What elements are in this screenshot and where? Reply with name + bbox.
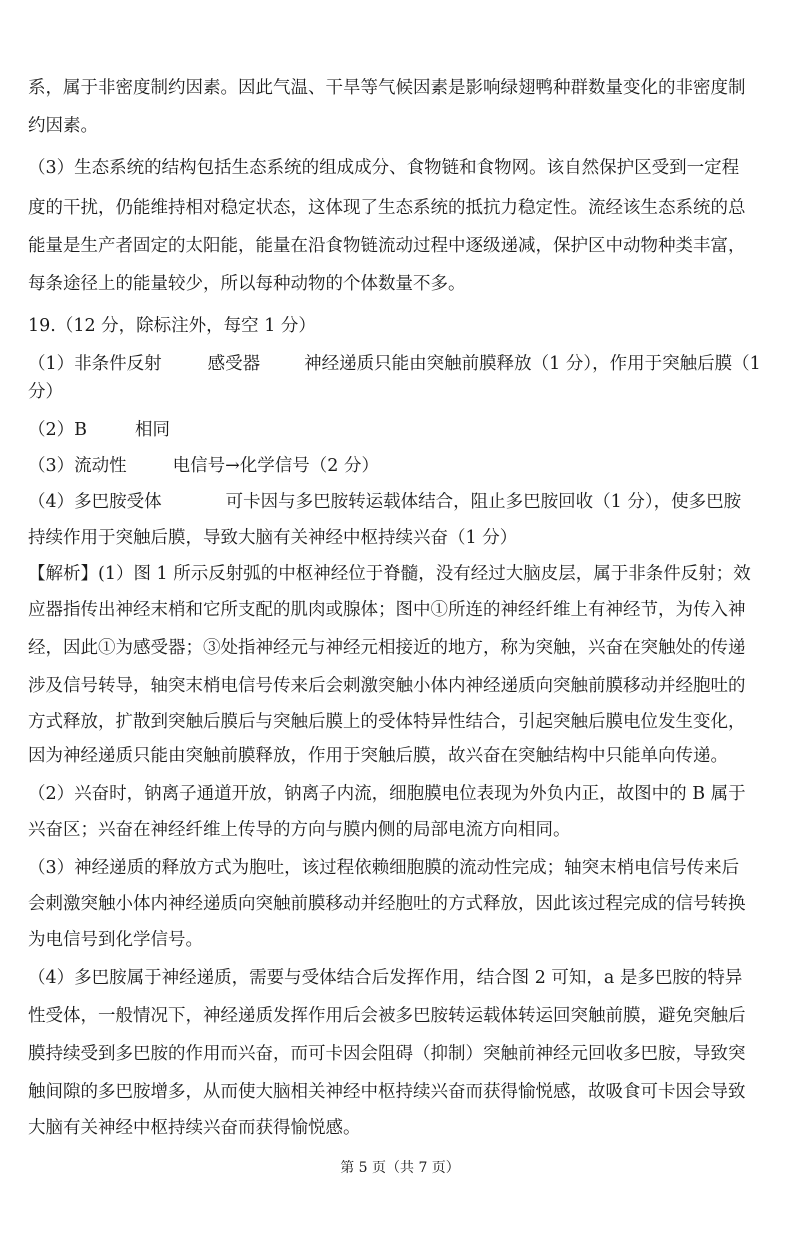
analysis-line: 因为神经递质只能由突触前膜释放，作用于突触后膜，故兴奋在突触结构中只能单向传递。 [28,746,728,766]
analysis-line: 触间隙的多巴胺增多，从而使大脑相关神经中枢持续兴奋而获得愉悦感，故吸食可卡因会导致 [28,1082,746,1102]
answer-line-3 [28,454,780,478]
analysis-line: （2）兴奋时，钠离子通道开放，钠离子内流，细胞膜电位表现为外负内正，故图中的 B 属于 [28,784,746,804]
analysis-line: 兴奋区；兴奋在神经纤维上传导的方向与膜内侧的局部电流方向相同。 [28,820,571,840]
answer-2a: （2）B [28,420,87,440]
text-line: 约因素。 [28,116,98,136]
text-line: 持续作用于突触后膜，导致大脑有关神经中枢持续兴奋（1 分） [28,528,518,548]
answer-2b: 相同 [135,420,170,440]
analysis-line: 方式释放，扩散到突触后膜后与突触后膜上的受体特异性结合，引起突触后膜电位发生变化， [28,712,746,732]
answer-4b: 可卡因与多巴胺转运载体结合，阻止多巴胺回收（1 分），使多巴胺 [225,492,742,512]
analysis-line: 大脑有关神经中枢持续兴奋而获得愉悦感。 [28,1118,361,1138]
analysis-line: 【解析】(1）图 1 所示反射弧的中枢神经位于脊髓，没有经过大脑皮层，属于非条件反射；效 [28,564,751,584]
analysis-line: 性受体，一般情况下，神经递质发挥作用后会被多巴胺转运载体转运回突触前膜，避免突触后 [28,1006,746,1026]
text-line: 度的干扰，仍能维持相对稳定状态，这体现了生态系统的抵抗力稳定性。流经该生态系统的总 [28,198,746,218]
answer-line-2 [28,418,780,442]
answer-1c: 神经递质只能由突触前膜释放（1 分），作用于突触后膜（1 [304,354,761,374]
text-line: 分） [28,382,63,402]
text-line: 能量是生产者固定的太阳能，能量在沿食物链流动过程中逐级递减，保护区中动物种类丰富， [28,236,746,256]
text-line: 系，属于非密度制约因素。因此气温、干旱等气候因素是影响绿翅鸭种群数量变化的非密度制 [28,78,746,98]
analysis-line: （4）多巴胺属于神经递质，需要与受体结合后发挥作用，结合图 2 可知，a 是多巴胺的特异 [28,968,743,988]
analysis-line: 为电信号到化学信号。 [28,930,203,950]
answer-line-4 [28,490,780,514]
answer-3b: 电信号→化学信号（2 分） [172,456,379,476]
analysis-line: 应器指传出神经末梢和它所支配的肌肉或腺体；图中①所连的神经纤维上有神经节，为传入神 [28,600,746,620]
page-number: 第 5 页（共 7 页） [340,1160,460,1176]
answer-3a: （3）流动性 [28,456,127,476]
answer-4a: （4）多巴胺受体 [28,492,162,512]
answer-1b: 感受器 [207,354,261,374]
analysis-line: 会刺激突触小体内神经递质向突触前膜移动并经胞吐的方式释放，因此该过程完成的信号转换 [28,894,746,914]
text-line: 每条途径上的能量较少，所以每种动物的个体数量不多。 [28,274,466,294]
analysis-line: 涉及信号转导，轴突末梢电信号传来后会刺激突触小体内神经递质向突触前膜移动并经胞吐的 [28,676,746,696]
question-header: 19.（12 分，除标注外，每空 1 分） [28,316,316,336]
answer-1a: （1）非条件反射 [28,354,162,374]
analysis-line: 经，因此①为感受器；③处指神经元与神经元相接近的地方，称为突触，兴奋在突触处的传递 [28,638,746,658]
analysis-line: 膜持续受到多巴胺的作用而兴奋，而可卡因会阻碍（抑制）突触前神经元回收多巴胺，导致突 [28,1044,746,1064]
analysis-line: （3）神经递质的释放方式为胞吐，该过程依赖细胞膜的流动性完成；轴突末梢电信号传来后 [28,858,740,878]
answer-line-1 [28,352,780,376]
text-line: （3）生态系统的结构包括生态系统的组成成分、食物链和食物网。该自然保护区受到一定程 [28,158,740,178]
